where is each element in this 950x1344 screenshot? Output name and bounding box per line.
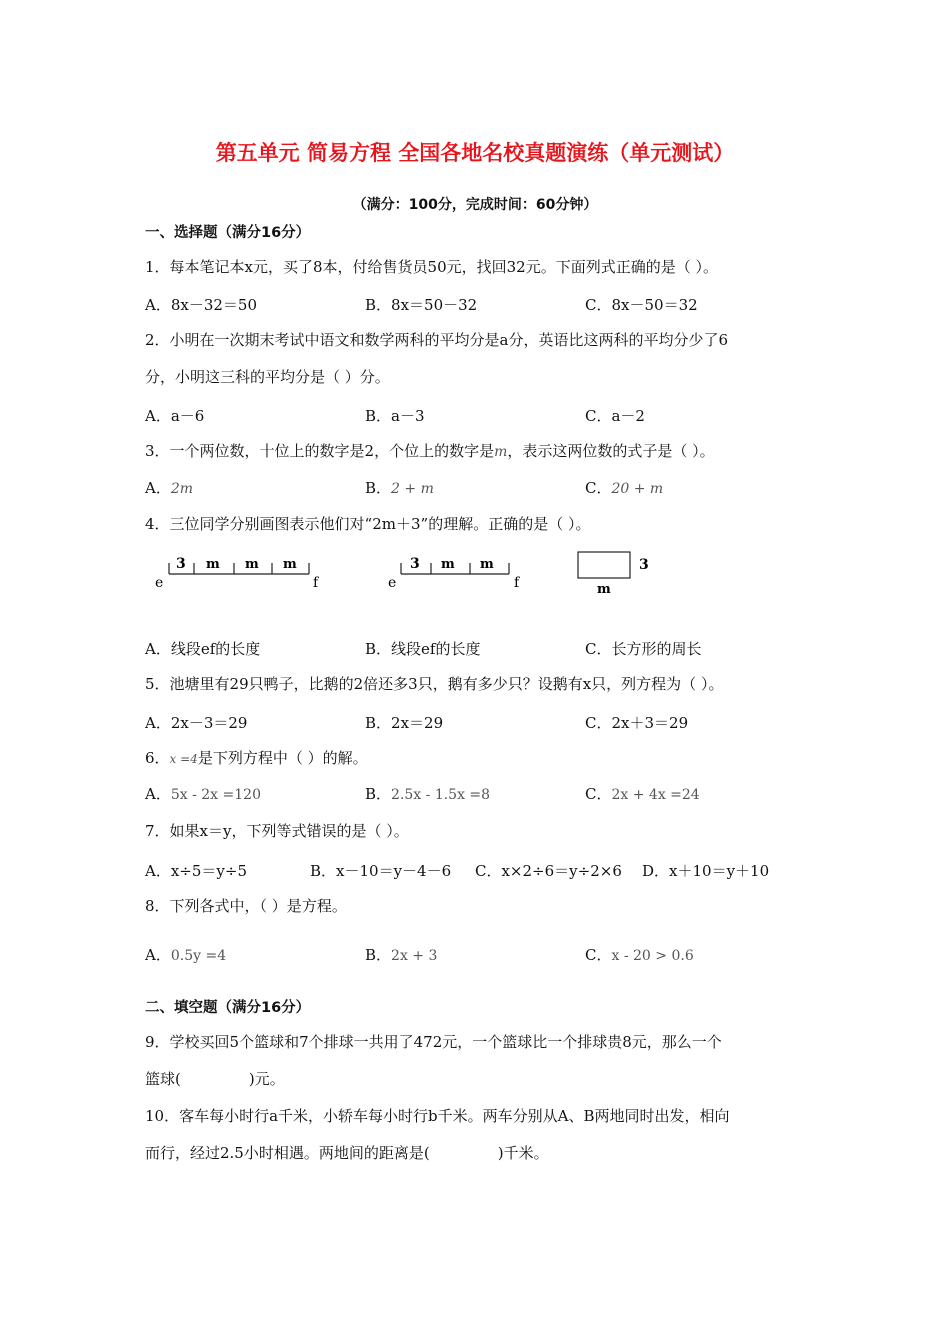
q2-option-b: B．a－3 <box>365 407 425 425</box>
question-2 <box>145 322 815 396</box>
q5-option-b: B．2x＝29 <box>365 714 444 732</box>
q6-option-a: A．5x - 2x =120 <box>145 785 261 803</box>
q4-figure-2-segment-diagram <box>388 556 521 591</box>
q1-option-a: A．8x－32＝50 <box>145 296 258 314</box>
q7-option-b: B．x－10＝y－4－6 <box>310 862 452 880</box>
fig2-seg-2: m <box>441 557 455 572</box>
question-6: 6．x =4是下列方程中（ ）的解。 <box>145 749 368 767</box>
q1-option-c: C．8x－50＝32 <box>585 296 698 314</box>
q8-option-a: A．0.5y =4 <box>145 946 227 964</box>
question-10 <box>145 1098 815 1172</box>
question-5: 5．池塘里有29只鸭子，比鹅的2倍还多3只，鹅有多少只？设鹅有x只，列方程为（ ）。 <box>145 675 724 693</box>
q7-option-a: A．x÷5＝y÷5 <box>145 862 247 880</box>
question-9-line-2: 篮球( )元。 <box>145 1070 285 1088</box>
q1-option-b: B．8x＝50－32 <box>365 296 478 314</box>
fig2-start-label: e <box>388 575 397 591</box>
fig1-seg-4: m <box>283 557 297 572</box>
question-10-line-2: 而行，经过2.5小时相遇。两地间的距离是( )千米。 <box>145 1144 549 1162</box>
q8-option-c: C．x - 20 > 0.6 <box>585 946 694 964</box>
question-7: 7．如果x＝y，下列等式错误的是（ ）。 <box>145 822 409 840</box>
fig2-seg-3: m <box>480 557 494 572</box>
question-8: 8．下列各式中，（ ）是方程。 <box>145 897 347 915</box>
section-heading-fill-in: 二、填空题（满分16分） <box>145 1000 311 1016</box>
q4-option-b: B．线段ef的长度 <box>365 640 481 658</box>
q8-option-b: B．2x + 3 <box>365 946 438 964</box>
q7-option-d: D．x＋10＝y＋10 <box>642 862 770 880</box>
q4-option-c: C．长方形的周长 <box>585 640 702 658</box>
question-4: 4．三位同学分别画图表示他们对“2m＋3”的理解。正确的是（ ）。 <box>145 515 591 533</box>
question-9 <box>145 1024 815 1098</box>
q4-figures <box>145 548 665 600</box>
question-2-line-1: 2．小明在一次期末考试中语文和数学两科的平均分是a分，英语比这两科的平均分少了6 <box>145 331 729 349</box>
question-2-line-2: 分，小明这三科的平均分是（ ）分。 <box>145 368 390 386</box>
question-1: 1．每本笔记本x元，买了8本，付给售货员50元，找回32元。下面列式正确的是（ ）。 <box>145 258 718 276</box>
fig3-height-label: 3 <box>639 557 649 573</box>
question-9-line-1: 9．学校买回5个篮球和7个排球一共用了472元，一个篮球比一个排球贵8元，那么一个 <box>145 1033 722 1051</box>
fig2-end-label: f <box>514 575 520 591</box>
q3-option-b: B．2 + m <box>365 479 434 497</box>
page-subtitle: （满分：100分，完成时间：60分钟） <box>352 197 598 213</box>
q4-figure-3-rectangle <box>578 552 649 597</box>
question-10-line-1: 10．客车每小时行a千米，小轿车每小时行b千米。两车分别从A、B两地同时出发，相向 <box>145 1107 730 1125</box>
q2-option-a: A．a－6 <box>145 407 205 425</box>
q5-option-c: C．2x＋3＝29 <box>585 714 689 732</box>
q6-stem-math: x =4 <box>169 752 198 766</box>
fig1-end-label: f <box>313 575 319 591</box>
page-title: 第五单元 简易方程 全国各地名校真题演练（单元测试） <box>215 141 735 165</box>
fig3-width-label: m <box>597 582 611 597</box>
fig1-seg-2: m <box>206 557 220 572</box>
q6-option-b: B．2.5x - 1.5x =8 <box>365 785 491 803</box>
q7-option-c: C．x×2÷6＝y÷2×6 <box>475 862 622 880</box>
q4-option-a: A．线段ef的长度 <box>145 640 261 658</box>
variable-m: m <box>494 444 508 460</box>
q5-option-a: A．2x－3＝29 <box>145 714 248 732</box>
question-3: 3．一个两位数，十位上的数字是2，个位上的数字是m，表示这两位数的式子是（ ）。 <box>145 442 715 460</box>
q6-option-c: C．2x + 4x =24 <box>585 785 700 803</box>
q3-option-c: C．20 + m <box>585 479 664 497</box>
section-heading-choice: 一、选择题（满分16分） <box>145 225 311 241</box>
fig2-seg-1: 3 <box>410 556 420 572</box>
q4-figure-1-segment-diagram <box>155 556 320 591</box>
fig1-seg-1: 3 <box>176 556 186 572</box>
fig1-start-label: e <box>155 575 164 591</box>
q3-option-a: A．2m <box>145 479 194 497</box>
q2-option-c: C．a－2 <box>585 407 645 425</box>
fig1-seg-3: m <box>245 557 259 572</box>
